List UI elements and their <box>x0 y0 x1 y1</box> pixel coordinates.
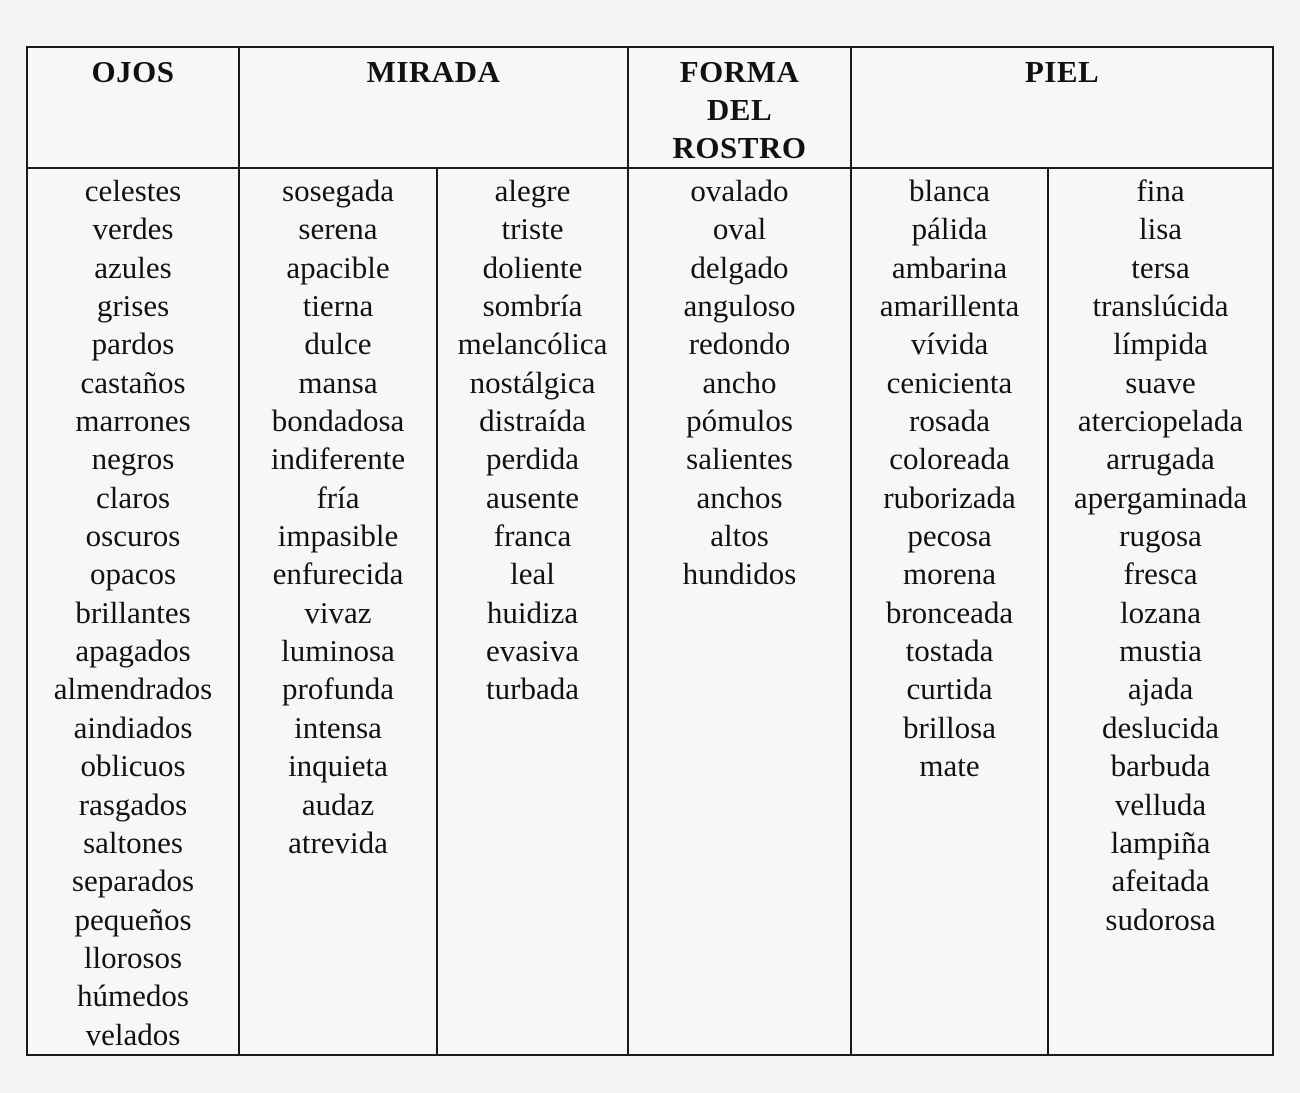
word-item: fría <box>316 479 360 515</box>
word-item: afeitada <box>1111 863 1210 899</box>
word-item: leal <box>510 556 555 592</box>
word-item: huidiza <box>486 594 579 630</box>
word-item: llorosos <box>83 939 183 975</box>
column-piel-2 <box>1048 168 1273 1055</box>
word-item: brillosa <box>903 709 996 745</box>
word-item: arrugada <box>1106 441 1215 477</box>
word-item: tersa <box>1131 249 1190 285</box>
word-item: intensa <box>294 709 382 745</box>
word-item: celestes <box>84 173 182 208</box>
word-item: castaños <box>80 364 186 400</box>
word-list-mirada-1 <box>240 172 436 862</box>
word-item: nostálgica <box>469 364 596 400</box>
word-item: alegre <box>494 173 571 208</box>
word-item: pardos <box>91 326 175 362</box>
word-item: fresca <box>1123 556 1198 592</box>
word-item: anchos <box>696 479 783 515</box>
word-item: luminosa <box>281 633 395 669</box>
word-item: lisa <box>1138 211 1183 247</box>
word-item: barbuda <box>1110 748 1211 784</box>
word-list-mirada-2 <box>438 172 627 709</box>
word-item: velados <box>85 1016 181 1052</box>
body-row <box>27 168 1273 1055</box>
word-item: grises <box>96 288 170 324</box>
word-item: triste <box>501 211 564 247</box>
word-item: audaz <box>301 786 375 822</box>
word-item: pecosa <box>907 518 992 554</box>
word-item: turbada <box>486 671 579 707</box>
column-piel-1 <box>851 168 1048 1055</box>
word-item: apagados <box>75 633 191 669</box>
word-item: vivaz <box>304 594 372 630</box>
word-item: rugosa <box>1119 518 1202 554</box>
word-item: melancólica <box>457 326 608 362</box>
word-item: perdida <box>486 441 579 477</box>
header-piel <box>851 47 1273 168</box>
word-item: negros <box>91 441 175 477</box>
header-ojos-label: OJOS <box>91 54 175 89</box>
word-item: pómulos <box>686 403 793 439</box>
word-item: enfurecida <box>272 556 404 592</box>
word-item: salientes <box>686 441 793 477</box>
vocabulary-table <box>26 46 1274 1056</box>
word-item: húmedos <box>77 978 189 1014</box>
word-item: saltones <box>83 824 183 860</box>
word-list-piel-2 <box>1049 172 1272 939</box>
word-item: verdes <box>92 211 174 247</box>
word-item: claros <box>95 479 171 515</box>
header-forma-line1: FORMA <box>679 54 800 89</box>
word-item: rosada <box>909 403 990 439</box>
header-row <box>27 47 1273 168</box>
header-mirada-label: MIRADA <box>366 54 501 89</box>
word-item: delgado <box>690 249 789 285</box>
word-item: serena <box>298 211 378 247</box>
word-item: evasiva <box>486 633 579 669</box>
header-ojos <box>27 47 239 168</box>
word-item: lozana <box>1120 594 1201 630</box>
word-item: indiferente <box>270 441 406 477</box>
word-item: redondo <box>688 326 791 362</box>
word-item: opacos <box>89 556 177 592</box>
word-item: sombría <box>482 288 583 324</box>
word-item: ausente <box>486 479 579 515</box>
word-item: pálida <box>911 211 988 247</box>
word-item: mustia <box>1119 633 1202 669</box>
word-list-ojos <box>28 172 238 1054</box>
word-item: franca <box>493 518 572 554</box>
word-item: ruborizada <box>883 479 1016 515</box>
word-item: altos <box>710 518 769 554</box>
word-item: morena <box>903 556 996 592</box>
word-item: amarillenta <box>879 288 1020 324</box>
word-item: brillantes <box>75 594 191 630</box>
word-item: apergaminada <box>1073 479 1248 515</box>
word-item: límpida <box>1113 326 1208 362</box>
word-item: separados <box>71 863 195 899</box>
header-forma-line2: DEL <box>706 92 773 127</box>
word-item: profunda <box>282 671 394 707</box>
column-forma <box>628 168 851 1055</box>
word-item: inquieta <box>288 748 388 784</box>
word-item: translúcida <box>1092 288 1229 324</box>
word-item: curtida <box>906 671 993 707</box>
word-item: vívida <box>910 326 989 362</box>
word-item: doliente <box>482 249 583 285</box>
word-item: oscuros <box>85 518 181 554</box>
word-item: impasible <box>277 518 399 554</box>
header-forma-line3: ROSTRO <box>672 130 807 165</box>
word-list-forma <box>629 172 850 594</box>
word-item: ambarina <box>891 249 1008 285</box>
word-item: distraída <box>479 403 586 439</box>
word-item: velluda <box>1114 786 1207 822</box>
word-item: almendrados <box>53 671 213 707</box>
word-item: pequeños <box>74 901 192 937</box>
word-item: cenicienta <box>886 364 1013 400</box>
word-item: sosegada <box>282 173 394 208</box>
word-item: apacible <box>286 249 390 285</box>
word-item: ovalado <box>690 173 789 208</box>
word-item: suave <box>1125 364 1196 400</box>
word-item: aindiados <box>73 709 193 745</box>
word-item: fina <box>1136 173 1185 208</box>
word-item: anguloso <box>683 288 796 324</box>
word-item: mansa <box>298 364 378 400</box>
word-item: aterciopelada <box>1077 403 1244 439</box>
word-item: bronceada <box>885 594 1014 630</box>
word-item: oblicuos <box>80 748 186 784</box>
header-mirada <box>239 47 628 168</box>
word-item: oval <box>712 211 767 247</box>
column-mirada-1 <box>239 168 437 1055</box>
word-item: deslucida <box>1101 709 1220 745</box>
word-item: atrevida <box>288 824 388 860</box>
word-item: hundidos <box>682 556 797 592</box>
word-list-piel-1 <box>852 172 1047 786</box>
word-item: tierna <box>302 288 374 324</box>
word-item: lampiña <box>1110 824 1211 860</box>
column-ojos <box>27 168 239 1055</box>
header-forma-del-rostro <box>628 47 851 168</box>
word-item: ancho <box>702 364 777 400</box>
word-item: rasgados <box>78 786 188 822</box>
word-item: marrones <box>75 403 191 439</box>
column-mirada-2 <box>437 168 628 1055</box>
word-item: blanca <box>909 173 990 208</box>
word-item: azules <box>94 249 172 285</box>
word-item: bondadosa <box>271 403 405 439</box>
word-item: ajada <box>1127 671 1194 707</box>
header-piel-label: PIEL <box>1024 54 1100 89</box>
word-item: sudorosa <box>1105 901 1216 937</box>
word-item: dulce <box>304 326 372 362</box>
word-item: mate <box>919 748 980 784</box>
word-item: coloreada <box>889 441 1010 477</box>
word-item: tostada <box>905 633 994 669</box>
